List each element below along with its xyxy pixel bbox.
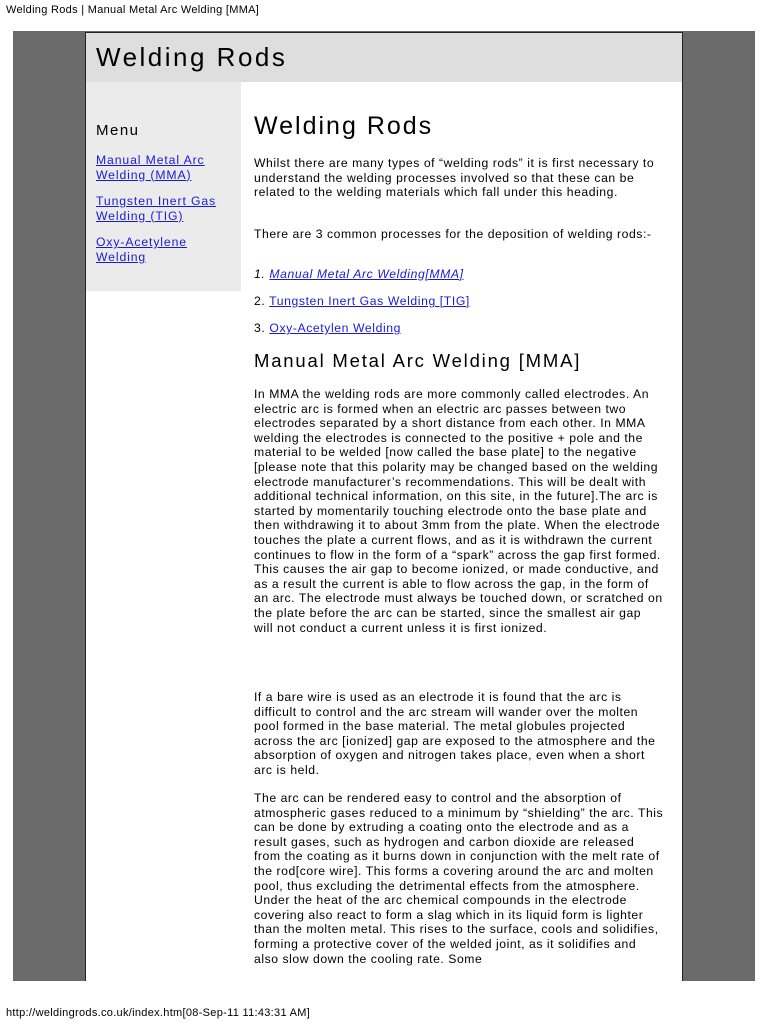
site-title: Welding Rods (96, 42, 288, 72)
menu-link-mma[interactable]: Manual Metal Arc Welding (MMA) (96, 153, 205, 182)
process-item-oxy (254, 321, 401, 335)
menu-link-tig[interactable]: Tungsten Inert Gas Welding (TIG) (96, 194, 217, 223)
process-number: 3. (254, 321, 266, 335)
process-link-mma[interactable]: Manual Metal Arc Welding[MMA] (269, 267, 464, 281)
menu-link-oxy-acetylene[interactable]: Oxy-Acetylene Welding (96, 235, 187, 264)
sidebar (86, 82, 241, 291)
print-footer: http://weldingrods.co.uk/index.htm[08-Sep-11 11:43:31 AM] (6, 1007, 311, 1019)
process-link-oxy-acetylene[interactable]: Oxy-Acetylen Welding (269, 321, 402, 335)
section-title-mma: Manual Metal Arc Welding [MMA] (254, 350, 582, 371)
process-item-mma (254, 267, 464, 281)
process-number: 1. (254, 267, 266, 281)
site-header (86, 33, 682, 82)
menu-heading: Menu (96, 122, 140, 139)
process-number: 2. (254, 294, 266, 308)
menu-item-mma (96, 153, 236, 182)
intro-paragraph: Whilst there are many types of “welding rods” it is first necessary to understand the welding processes involved so that these can be related to the welding materials which fall under this heading. (254, 156, 655, 200)
body-paragraph: The arc can be rendered easy to control and the absorption of atmospheric gases reduced to a minimum by “shielding” the arc. This can be done by extruding a coating onto the electrode and as a result gases, such as hydrogen and carbon dioxide are released from the coating as it burns down in conjunction with the melt rate of the rod[core wire]. This forms a covering around the arc and molten pool, thus excluding the detrimental effects from the atmosphere. Under the heat of the arc chemical compounds in the electrode covering also react to form a slag which in its liquid form is lighter than the molten metal. This rises to the surface, cools and solidifies, forming a protective cover of the welded joint, as it solidifies and also slow down the cooling rate. Some (254, 791, 664, 966)
body-paragraph: If a bare wire is used as an electrode it is found that the arc is difficult to control and the arc stream will wander over the molten pool formed in the base material. The metal globules projected across the arc [ionized] gap are exposed to the atmosphere and the absorption of oxygen and nitrogen takes place, even when a short arc is held. (254, 690, 656, 777)
menu-list (96, 153, 236, 276)
processes-intro: There are 3 common processes for the deposition of welding rods:- (254, 227, 652, 241)
menu-item-oxy (96, 235, 236, 264)
page-background (13, 31, 755, 981)
page-container (85, 32, 683, 981)
print-header: Welding Rods | Manual Metal Arc Welding [MMA] (6, 4, 260, 16)
page-title: Welding Rods (254, 112, 434, 140)
process-link-tig[interactable]: Tungsten Inert Gas Welding [TIG] (269, 294, 470, 308)
body-paragraph: In MMA the welding rods are more commonly called electrodes. An electric arc is formed when an electric arc passes between two electrodes separated by a short distance from each other. In MMA welding the electrodes is connected to the positive + pole and the material to be welded [now called the base plate] to the negative [please note that this polarity may be changed based on the welding electrode manufacturer’s recommendations. This will be dealt with additional technical information, on this site, in the future].The arc is started by momentarily touching electrode onto the base plate and then withdrawing it to about 3mm from the plate. When the electrode touches the plate a current flows, and as it is withdrawn the current continues to flow in the form of a “spark” across the gap first formed. This causes the air gap to become ionized, or made conductive, and as a result the current is able to flow across the gap, in the form of an arc. The electrode must always be touched down, or scratched on the plate before the arc can be started, since the smallest air gap will not conduct a current unless it is first ionized. (254, 387, 663, 635)
menu-item-tig (96, 194, 236, 223)
process-item-tig (254, 294, 470, 308)
